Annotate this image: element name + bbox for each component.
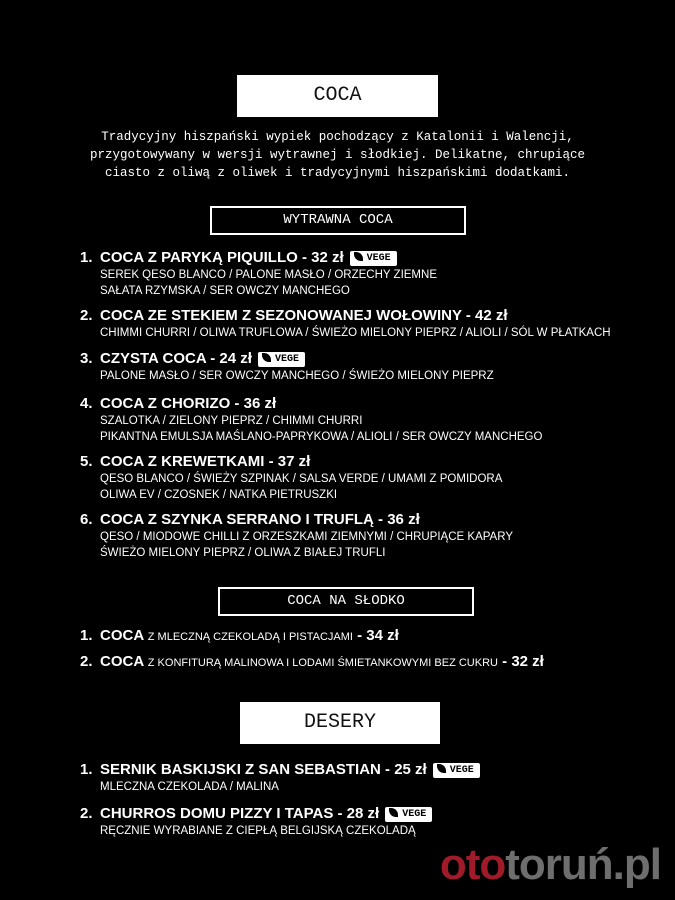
menu-item	[80, 394, 640, 445]
item-number: 2.	[80, 307, 93, 324]
intro-text	[40, 128, 635, 182]
item-description: QESO / MIODOWE CHILLI Z ORZESZKAMI ZIEMNYMI / CHRUPIĄCE KAPARY	[100, 531, 513, 543]
item-detail: Z KONFITURĄ MALINOWA I LODAMI ŚMIETANKOWYMI BEZ CUKRU	[147, 657, 498, 669]
savory-heading: WYTRAWNA COCA	[283, 212, 393, 228]
intro-line: ciasto z oliwą z oliwek i tradycyjnymi hiszpańskimi dodatkami.	[104, 166, 571, 180]
watermark-logo	[440, 840, 661, 890]
item-title: COCA ZE STEKIEM Z SEZONOWANEJ WOŁOWINY - 42 zł	[100, 307, 508, 324]
item-number: 2.	[80, 653, 93, 670]
item-number: 2.	[80, 805, 93, 822]
intro-line: przygotowywany w wersji wytrawnej i słodkiej. Delikatne, chrupiące	[89, 148, 586, 162]
savory-heading-box	[210, 206, 466, 235]
leaf-icon	[262, 353, 271, 362]
item-number: 1.	[80, 627, 93, 644]
item-number: 4.	[80, 395, 93, 412]
item-title: COCA Z PARYKĄ PIQUILLO - 32 zł	[100, 249, 344, 266]
desserts-heading-box	[240, 702, 440, 744]
item-title: COCA Z CHORIZO - 36 zł	[100, 395, 277, 412]
item-title: CHURROS DOMU PIZZY I TAPAS - 28 zł	[100, 805, 380, 822]
menu-item	[80, 510, 640, 561]
page-title-box	[237, 75, 438, 117]
item-description: MLECZNA CZEKOLADA / MALINA	[100, 781, 279, 793]
menu-item	[80, 652, 640, 673]
vege-badge: VEGE	[433, 763, 480, 778]
menu-item	[80, 306, 640, 341]
item-description: SZALOTKA / ZIELONY PIEPRZ / CHIMMI CHURRI	[100, 415, 363, 427]
item-price: - 34 zł	[357, 627, 399, 644]
item-title: COCA Z SZYNKA SERRANO I TRUFLĄ - 36 zł	[100, 511, 420, 528]
item-description: OLIWA EV / CZOSNEK / NATKA PIETRUSZKI	[100, 489, 338, 501]
item-number: 3.	[80, 350, 93, 367]
menu-item	[80, 248, 640, 299]
watermark-part-2: toruń.pl	[505, 840, 661, 889]
item-title: CZYSTA COCA - 24 zł	[100, 350, 252, 367]
vege-badge: VEGE	[258, 352, 305, 367]
menu-item	[80, 626, 640, 647]
vege-badge: VEGE	[385, 807, 432, 822]
item-description: PIKANTNA EMULSJA MAŚLANO-PAPRYKOWA / ALIOLI / SER OWCZY MANCHEGO	[100, 431, 543, 443]
menu-item	[80, 804, 640, 839]
item-description: SAŁATA RZYMSKA / SER OWCZY MANCHEGO	[100, 285, 350, 297]
vege-badge: VEGE	[350, 251, 397, 266]
item-name: COCA	[100, 627, 144, 644]
item-description: PALONE MASŁO / SER OWCZY MANCHEGO / ŚWIEŻO MIELONY PIEPRZ	[100, 370, 494, 382]
watermark-part-1: oto	[439, 840, 506, 889]
item-number: 1.	[80, 761, 93, 778]
leaf-icon	[389, 808, 398, 817]
intro-line: Tradycyjny hiszpański wypiek pochodzący z Katalonii i Walencji,	[101, 130, 574, 144]
item-number: 5.	[80, 453, 93, 470]
leaf-icon	[437, 764, 446, 773]
menu-item	[80, 760, 640, 795]
leaf-icon	[354, 252, 363, 261]
item-description: QESO BLANCO / ŚWIEŻY SZPINAK / SALSA VERDE / UMAMI Z POMIDORA	[100, 473, 503, 485]
item-name: COCA	[100, 653, 144, 670]
sweet-heading-box	[218, 587, 474, 616]
menu-item	[80, 349, 640, 384]
item-description: CHIMMI CHURRI / OLIWA TRUFLOWA / ŚWIEŻO MIELONY PIEPRZ / ALIOLI / SÓL W PŁATKACH	[100, 327, 611, 339]
menu-item	[80, 452, 640, 503]
item-title: SERNIK BASKIJSKI Z SAN SEBASTIAN - 25 zł	[100, 761, 427, 778]
item-detail: Z MLECZNĄ CZEKOLADĄ I PISTACJAMI	[147, 631, 353, 643]
item-description: ŚWIEŻO MIELONY PIEPRZ / OLIWA Z BIAŁEJ TRUFLI	[100, 547, 386, 559]
item-description: SEREK QESO BLANCO / PALONE MASŁO / ORZECHY ZIEMNE	[100, 269, 437, 281]
desserts-heading: DESERY	[303, 711, 376, 734]
item-description: RĘCZNIE WYRABIANE Z CIEPŁĄ BELGIJSKĄ CZEKOLADĄ	[100, 825, 416, 837]
item-title: COCA Z KREWETKAMI - 37 zł	[100, 453, 311, 470]
item-number: 6.	[80, 511, 93, 528]
sweet-heading: COCA NA SŁODKO	[287, 593, 405, 609]
item-price: - 32 zł	[502, 653, 544, 670]
item-number: 1.	[80, 249, 93, 266]
page-title: COCA	[313, 84, 362, 107]
